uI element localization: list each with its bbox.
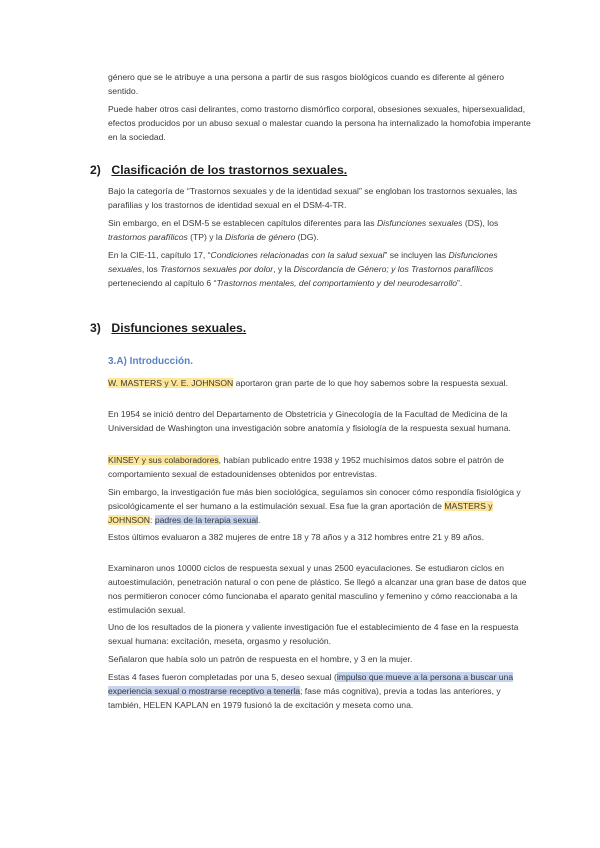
section-3-paragraph-6: Examinaron unos 10000 ciclos de respuesta sexual y unas 2500 eyaculaciones. Se estudiaron ciclos en autoestimulación, penetración natural o con pene de plástico. Se llegó a alcanzar una gran base de datos que nos permitieron conocer cómo funcionaba el aparato genital masculino y femenino y cómo reaccionaba a la estimulación sexual. bbox=[108, 563, 527, 615]
section-3-number: 3) bbox=[90, 321, 101, 335]
text-run: ” se incluyen las bbox=[384, 250, 449, 260]
italic-run: Trastornos sexuales por dolor bbox=[160, 264, 274, 274]
text-run: . bbox=[258, 515, 261, 525]
text-run: Sin embargo, la investigación fue más bien sociológica, seguíamos sin conocer cómo respondía fisiológica y psicológicamente el ser humano a la estimulación sexual. Esa fue la gran aportación de bbox=[108, 487, 521, 511]
intro-paragraph-2: Puede haber otros casi delirantes, como trastorno dismórfico corporal, obsesiones sexuales, hipersexualidad, efectos producidos por un abuso sexual o malestar cuando la persona ha internalizado la homofobia imperante en la sociedad. bbox=[108, 104, 531, 142]
section-3-paragraph-8: Señalaron que había solo un patrón de respuesta en el hombre, y 3 en la mujer. bbox=[108, 654, 413, 664]
section-3-paragraph-3 bbox=[108, 453, 532, 481]
section-3-paragraph-2: En 1954 se inició dentro del Departamento de Obstetricia y Ginecología de la Facultad de Medicina de la Universidad de Washington una investigación sobre anatomía y fisiología de la respuesta sexual humana. bbox=[108, 409, 511, 433]
text-run: perteneciendo al capítulo 6 “ bbox=[108, 278, 217, 288]
section-2-title: Clasificación de los trastornos sexuales. bbox=[111, 163, 348, 177]
italic-run: Disforia de género bbox=[225, 232, 296, 242]
italic-run: Disfunciones sexuales bbox=[108, 250, 498, 274]
italic-run: Disfunciones sexuales bbox=[376, 218, 463, 228]
italic-run: Trastornos mentales, del comportamiento y del neurodesarrollo bbox=[216, 278, 458, 288]
section-2-paragraph-3 bbox=[108, 248, 532, 290]
text-run: (TP) y la bbox=[187, 232, 226, 242]
section-3-heading bbox=[90, 321, 246, 335]
text-run: En la CIE-11, capítulo 17, “ bbox=[108, 250, 211, 260]
text-run: , los bbox=[141, 264, 161, 274]
italic-run: trastornos parafílicos bbox=[108, 232, 188, 242]
section-3-paragraph-1 bbox=[108, 376, 532, 390]
text-run: , y la bbox=[273, 264, 294, 274]
highlight-blue: padres de la terapia sexual bbox=[154, 515, 259, 525]
section-3-paragraph-7: Uno de los resultados de la pionera y valiente investigación fue el establecimiento de 4 fase en la respuesta sexual humana: excitación, meseta, orgasmo y resolución. bbox=[108, 622, 519, 646]
italic-run: Condiciones relacionadas con la salud sexual bbox=[210, 250, 385, 260]
section-2-paragraph-2 bbox=[108, 216, 532, 244]
text-run: Sin embargo, en el DSM-5 se establecen capítulos diferentes para las bbox=[108, 218, 377, 228]
section-3-paragraph-9 bbox=[108, 670, 532, 712]
text-run: : bbox=[150, 515, 155, 525]
highlight-blue: impulso que mueve a la persona a buscar una experiencia sexual o mostrarse receptivo a tenerla bbox=[108, 672, 514, 696]
section-2-paragraph-1: Bajo la categoría de “Trastornos sexuales y de la identidad sexual” se engloban los trastornos sexuales, las parafilias y los trastornos de identidad sexual en el DSM-4-TR. bbox=[108, 186, 518, 210]
italic-run: Discordancia de Género; y los Trastornos parafílicos bbox=[293, 264, 494, 274]
text-run: aportaron gran parte de lo que hoy sabemos sobre la respuesta sexual. bbox=[233, 378, 508, 388]
highlight-yellow: W. MASTERS y V. E. JOHNSON bbox=[108, 378, 234, 388]
section-3a-subheading: 3.A) Introducción. bbox=[108, 356, 193, 367]
text-run: , habían publicado entre 1938 y 1952 muchísimos datos sobre el patrón de comportamiento sexual de estadounidenses obtenidos por entrevistas. bbox=[108, 455, 504, 479]
section-3-title: Disfunciones sexuales. bbox=[111, 321, 247, 335]
intro-paragraph-1: género que se le atribuye a una persona a partir de sus rasgos biológicos cuando es diferente al género sentido. bbox=[108, 72, 505, 96]
section-2-number: 2) bbox=[90, 163, 101, 177]
highlight-yellow: KINSEY y sus colaboradores bbox=[108, 455, 219, 465]
section-2-heading bbox=[90, 163, 347, 177]
text-run: (DS), los bbox=[462, 218, 499, 228]
section-3-paragraph-4 bbox=[108, 485, 532, 527]
section-3-paragraph-5: Estos últimos evaluaron a 382 mujeres de entre 18 y 78 años y a 312 hombres entre 21 y 89 años. bbox=[108, 532, 484, 542]
highlight-yellow: MASTERS y JOHNSON bbox=[108, 501, 493, 525]
text-run: Estas 4 fases fueron completadas por una 5, deseo sexual ( bbox=[108, 672, 337, 682]
text-run: ; fase más cognitiva), previa a todas las anteriores, y también, HELEN KAPLAN en 1979 fusionó la de excitación y meseta como una. bbox=[108, 686, 501, 710]
text-run: (DG). bbox=[295, 232, 319, 242]
text-run: ”. bbox=[457, 278, 463, 288]
